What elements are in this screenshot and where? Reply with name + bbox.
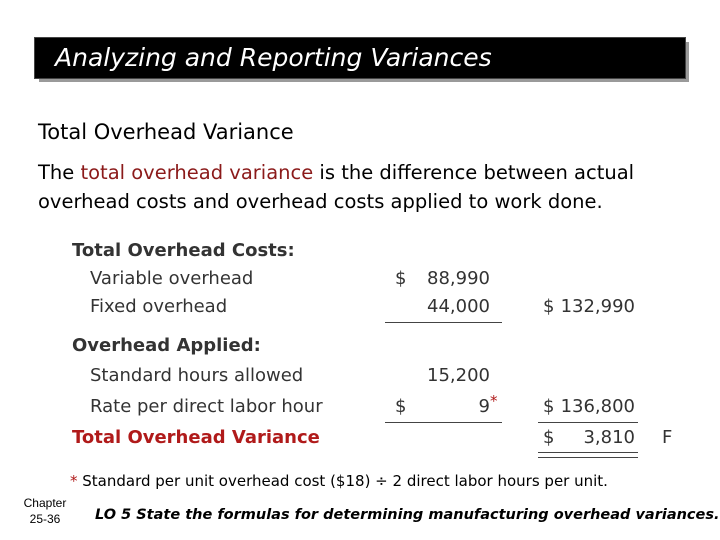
row-total-currency: $ — [543, 296, 555, 317]
chapter-label — [10, 495, 80, 527]
footnote — [70, 472, 608, 490]
chapter-page: 25-36 — [29, 512, 61, 526]
row-amount: 44,000 — [427, 296, 490, 317]
total-rule — [538, 422, 638, 423]
learning-objective: LO 5 State the formulas for determining manufacturing overhead variances. — [95, 507, 720, 523]
variance-label: Total Overhead Variance — [72, 427, 320, 448]
row-total-currency: $ — [543, 396, 555, 417]
footnote-marker: * — [490, 392, 498, 410]
intro-after: is the difference between actual overhead costs and overhead costs applied to work done. — [38, 161, 635, 213]
intro-highlight: total overhead variance — [80, 161, 314, 184]
subtotal-rule — [385, 322, 502, 323]
section-heading-applied: Overhead Applied: — [72, 335, 261, 356]
row-amount: 88,990 — [427, 268, 490, 289]
row-amount: 15,200 — [427, 365, 490, 386]
variance-amount: 3,810 — [583, 427, 635, 448]
row-label: Rate per direct labor hour — [90, 396, 323, 417]
row-total: 136,800 — [560, 396, 635, 417]
slide-title: Analyzing and Reporting Variances — [55, 43, 492, 72]
double-underline — [538, 452, 638, 458]
row-label: Fixed overhead — [90, 296, 228, 317]
row-label: Variable overhead — [90, 268, 254, 289]
row-total: 132,990 — [560, 296, 635, 317]
variance-currency: $ — [543, 427, 555, 448]
row-currency: $ — [395, 396, 407, 417]
chapter-text: Chapter — [23, 496, 67, 510]
footnote-text: Standard per unit overhead cost ($18) ÷ 2 direct labor hours per unit. — [77, 472, 608, 490]
slide-subtitle: Total Overhead Variance — [38, 120, 294, 144]
row-amount: 9 — [478, 396, 490, 417]
footnote-asterisk: * — [70, 472, 78, 490]
intro-before: The — [38, 161, 81, 184]
row-currency: $ — [395, 268, 407, 289]
section-heading-costs: Total Overhead Costs: — [72, 240, 295, 261]
variance-flag: F — [662, 427, 673, 448]
applied-rule — [385, 422, 502, 423]
row-label: Standard hours allowed — [90, 365, 304, 386]
